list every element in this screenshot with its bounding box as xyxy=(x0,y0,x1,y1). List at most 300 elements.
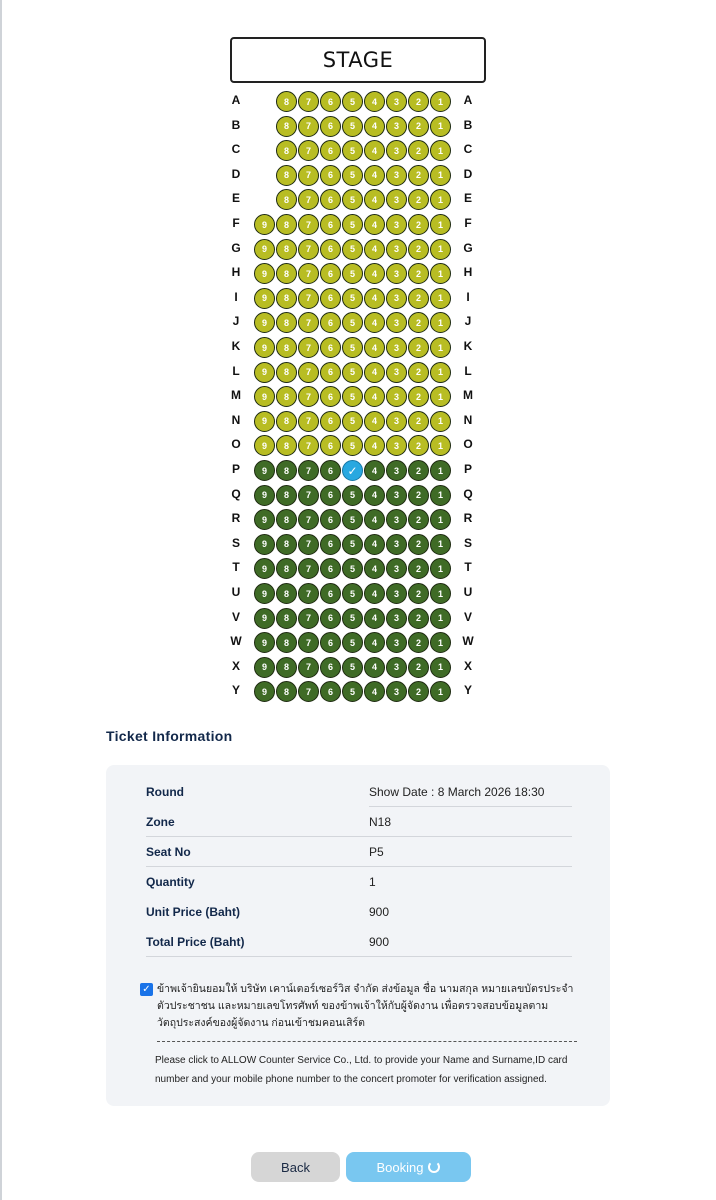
seat[interactable]: 9 xyxy=(254,534,275,555)
row-label-left: S xyxy=(231,535,240,550)
seat[interactable]: 4 xyxy=(364,485,385,506)
row-label-right: N xyxy=(463,412,473,427)
seat[interactable]: 8 xyxy=(276,460,297,481)
seat[interactable]: 8 xyxy=(276,411,297,432)
seat[interactable]: 5 xyxy=(342,312,363,333)
row-label-left: X xyxy=(231,658,240,673)
seat[interactable]: 3 xyxy=(386,189,407,210)
seat[interactable]: 8 xyxy=(276,263,297,284)
seat[interactable]: 2 xyxy=(408,239,429,260)
row-label-right: S xyxy=(463,535,472,550)
seat[interactable]: 5 xyxy=(342,558,363,579)
seat[interactable]: 7 xyxy=(298,337,319,358)
row-label-right: F xyxy=(464,216,472,230)
seat[interactable]: 6 xyxy=(320,681,341,702)
seat[interactable]: 1 xyxy=(430,362,451,383)
row-label-left: C xyxy=(231,142,241,157)
seat[interactable]: 3 xyxy=(386,509,407,530)
seat[interactable]: 2 xyxy=(408,509,429,530)
seat[interactable]: 5 xyxy=(342,140,363,161)
seat[interactable]: 9 xyxy=(254,312,275,333)
seat[interactable]: 4 xyxy=(364,91,385,112)
seat[interactable]: 7 xyxy=(298,116,319,137)
seat[interactable]: 9 xyxy=(254,608,275,629)
seat[interactable]: 8 xyxy=(276,534,297,555)
back-button-label: Back xyxy=(281,1159,310,1175)
seat[interactable]: 3 xyxy=(386,386,407,407)
seat[interactable]: 6 xyxy=(320,116,341,137)
seat[interactable]: 1 xyxy=(430,657,451,678)
seat[interactable]: 5 xyxy=(342,435,363,456)
row-label-right: A xyxy=(463,93,473,107)
row-label-left: T xyxy=(232,560,240,575)
seat[interactable]: 6 xyxy=(320,214,341,235)
seat[interactable]: 4 xyxy=(364,239,385,260)
seat[interactable]: 4 xyxy=(364,632,385,653)
row-label-right: W xyxy=(462,634,474,649)
row-label-right: P xyxy=(463,462,472,476)
seat[interactable]: 2 xyxy=(408,558,429,579)
seat[interactable]: 7 xyxy=(298,460,319,481)
seat[interactable]: 9 xyxy=(254,214,275,235)
row-label-left: M xyxy=(231,388,241,403)
seat[interactable]: 4 xyxy=(364,140,385,161)
seat[interactable]: 7 xyxy=(298,140,319,161)
unit-price-value: 900 xyxy=(369,905,390,919)
seat[interactable]: 3 xyxy=(386,485,407,506)
consent-divider xyxy=(157,1041,577,1042)
seat[interactable]: 2 xyxy=(408,214,429,235)
seat[interactable]: 6 xyxy=(320,189,341,210)
seat[interactable]: 6 xyxy=(320,558,341,579)
seat[interactable]: 4 xyxy=(364,608,385,629)
seat[interactable]: 4 xyxy=(364,435,385,456)
seat[interactable]: 3 xyxy=(386,337,407,358)
seat-row-d xyxy=(0,164,716,186)
seat[interactable]: 3 xyxy=(386,681,407,702)
seat[interactable]: 2 xyxy=(408,189,429,210)
seat[interactable]: 5 xyxy=(342,583,363,604)
seat[interactable]: 7 xyxy=(298,214,319,235)
seat[interactable]: 6 xyxy=(320,632,341,653)
seat[interactable]: 9 xyxy=(254,681,275,702)
seat[interactable]: 1 xyxy=(430,534,451,555)
seat-row-e xyxy=(0,188,716,210)
row-label-right: Q xyxy=(463,486,473,501)
seat-row-p xyxy=(0,459,716,481)
row-label-right: J xyxy=(464,314,472,329)
row-label-right: H xyxy=(463,265,473,280)
seat[interactable]: 7 xyxy=(298,386,319,407)
seat[interactable]: 8 xyxy=(276,386,297,407)
back-button[interactable] xyxy=(251,1152,340,1182)
seat[interactable]: 5 xyxy=(342,411,363,432)
seat[interactable]: 5 xyxy=(342,534,363,555)
seat[interactable]: 1 xyxy=(430,288,451,309)
seat[interactable]: 6 xyxy=(320,657,341,678)
ti-row-round xyxy=(146,777,572,807)
row-label-left: D xyxy=(231,166,241,181)
ticket-information-title: Ticket Information xyxy=(106,728,233,744)
seat[interactable]: 8 xyxy=(276,485,297,506)
seat[interactable]: 9 xyxy=(254,583,275,604)
seat[interactable]: 4 xyxy=(364,534,385,555)
seat[interactable]: 1 xyxy=(430,263,451,284)
seat[interactable]: 6 xyxy=(320,165,341,186)
seat-row-w xyxy=(0,631,716,653)
row-label-left: G xyxy=(231,240,241,255)
seat-no-value: P5 xyxy=(369,845,384,859)
seat[interactable]: 4 xyxy=(364,214,385,235)
seat[interactable]: 4 xyxy=(364,460,385,481)
seat[interactable]: 9 xyxy=(254,657,275,678)
ti-row-seat xyxy=(146,837,572,867)
seat[interactable]: 7 xyxy=(298,91,319,112)
seat[interactable]: 7 xyxy=(298,657,319,678)
seat[interactable]: 2 xyxy=(408,337,429,358)
seat[interactable]: 7 xyxy=(298,165,319,186)
seat[interactable]: 2 xyxy=(408,312,429,333)
seat[interactable]: 9 xyxy=(254,435,275,456)
row-label-left: V xyxy=(231,609,240,624)
row-label-right: G xyxy=(463,240,473,255)
seat[interactable]: 4 xyxy=(364,165,385,186)
seat-row-a xyxy=(0,90,716,112)
seat-row-f xyxy=(0,213,716,235)
seat[interactable]: 8 xyxy=(276,435,297,456)
seat[interactable]: 5 xyxy=(342,189,363,210)
seat-selected[interactable]: ✓ xyxy=(342,460,363,481)
seat[interactable]: 7 xyxy=(298,288,319,309)
seat[interactable]: 1 xyxy=(430,386,451,407)
seat[interactable]: 2 xyxy=(408,657,429,678)
seat[interactable]: 9 xyxy=(254,288,275,309)
seat[interactable]: 6 xyxy=(320,534,341,555)
seat[interactable]: 5 xyxy=(342,288,363,309)
seat[interactable]: 4 xyxy=(364,386,385,407)
seat[interactable]: 3 xyxy=(386,263,407,284)
seat[interactable]: 4 xyxy=(364,116,385,137)
seat[interactable]: 7 xyxy=(298,534,319,555)
seat[interactable]: 8 xyxy=(276,91,297,112)
seat[interactable]: 4 xyxy=(364,558,385,579)
seat[interactable]: 3 xyxy=(386,558,407,579)
seat[interactable]: 2 xyxy=(408,681,429,702)
seat[interactable]: 1 xyxy=(430,337,451,358)
seat-row-h xyxy=(0,262,716,284)
seat[interactable]: 7 xyxy=(298,362,319,383)
seat[interactable]: 5 xyxy=(342,116,363,137)
seat[interactable]: 6 xyxy=(320,263,341,284)
seat[interactable]: 2 xyxy=(408,91,429,112)
seat[interactable]: 1 xyxy=(430,140,451,161)
seat-row-y xyxy=(0,680,716,702)
consent-thai-text: ข้าพเจ้ายินยอมให้ บริษัท เคาน์เตอร์เซอร์วิส จำกัด ส่งข้อมูล ชื่อ นามสกุล หมายเลขบัตรประจำตัวประชาชน และหมายเลขโทรศัพท์ ของข้าพเจ้าให้กับผู้จัดงาน เพื่อตรวจสอบข้อมูลตามวัตถุประสงค์ของผู้จัดงาน ก่อนเข้าชมคอนเสิร์ต xyxy=(157,983,574,1029)
seat[interactable]: 8 xyxy=(276,165,297,186)
seat[interactable]: 8 xyxy=(276,608,297,629)
seat[interactable]: 1 xyxy=(430,165,451,186)
seat[interactable]: 9 xyxy=(254,558,275,579)
ti-row-total-price xyxy=(146,927,572,957)
seat[interactable]: 1 xyxy=(430,583,451,604)
seat[interactable]: 1 xyxy=(430,189,451,210)
seat[interactable]: 9 xyxy=(254,239,275,260)
seat[interactable]: 8 xyxy=(276,140,297,161)
seat-row-q xyxy=(0,484,716,506)
seat[interactable]: 9 xyxy=(254,386,275,407)
seat[interactable]: 3 xyxy=(386,583,407,604)
seat[interactable]: 2 xyxy=(408,116,429,137)
seat[interactable]: 1 xyxy=(430,435,451,456)
seat[interactable]: 5 xyxy=(342,632,363,653)
row-label-right: O xyxy=(463,437,473,452)
seat[interactable]: 6 xyxy=(320,485,341,506)
seat[interactable]: 5 xyxy=(342,239,363,260)
seat[interactable]: 6 xyxy=(320,288,341,309)
seat[interactable]: 5 xyxy=(342,214,363,235)
seat[interactable]: 1 xyxy=(430,681,451,702)
seat[interactable]: 2 xyxy=(408,362,429,383)
seat[interactable]: 6 xyxy=(320,411,341,432)
seat[interactable]: 5 xyxy=(342,337,363,358)
row-label-right: T xyxy=(464,560,472,575)
seat[interactable]: 3 xyxy=(386,312,407,333)
seat[interactable]: 6 xyxy=(320,312,341,333)
seat[interactable]: 4 xyxy=(364,657,385,678)
seat[interactable]: 1 xyxy=(430,460,451,481)
seat[interactable]: 7 xyxy=(298,583,319,604)
seat[interactable]: 7 xyxy=(298,558,319,579)
seat[interactable]: 1 xyxy=(430,214,451,235)
seat[interactable]: 6 xyxy=(320,435,341,456)
seat[interactable]: 2 xyxy=(408,140,429,161)
seat[interactable]: 6 xyxy=(320,140,341,161)
seat[interactable]: 9 xyxy=(254,337,275,358)
row-label-left: Q xyxy=(231,486,241,501)
seat[interactable]: 8 xyxy=(276,657,297,678)
stage-label: STAGE xyxy=(230,37,486,83)
seat[interactable]: 3 xyxy=(386,460,407,481)
row-label-left: L xyxy=(232,363,240,378)
seat[interactable]: 8 xyxy=(276,558,297,579)
seat-row-r xyxy=(0,508,716,530)
seat[interactable]: 2 xyxy=(408,583,429,604)
seat[interactable]: 1 xyxy=(430,91,451,112)
seat[interactable]: 7 xyxy=(298,263,319,284)
row-label-left: O xyxy=(231,437,241,452)
seat[interactable]: 2 xyxy=(408,386,429,407)
seat[interactable]: 5 xyxy=(342,386,363,407)
seat[interactable]: 6 xyxy=(320,509,341,530)
seat[interactable]: 2 xyxy=(408,288,429,309)
seat[interactable]: 8 xyxy=(276,239,297,260)
seat[interactable]: 3 xyxy=(386,435,407,456)
seat[interactable]: 6 xyxy=(320,386,341,407)
round-label: Round xyxy=(146,785,184,799)
seat[interactable]: 1 xyxy=(430,116,451,137)
seat[interactable]: 3 xyxy=(386,608,407,629)
seat[interactable]: 2 xyxy=(408,435,429,456)
seat[interactable]: 1 xyxy=(430,485,451,506)
seat[interactable]: 7 xyxy=(298,189,319,210)
seat-no-label: Seat No xyxy=(146,845,191,859)
seat[interactable]: 3 xyxy=(386,632,407,653)
seat[interactable]: 5 xyxy=(342,681,363,702)
row-label-right: D xyxy=(463,166,473,181)
seat[interactable]: 1 xyxy=(430,608,451,629)
seat[interactable]: 3 xyxy=(386,165,407,186)
seat[interactable]: 5 xyxy=(342,509,363,530)
total-price-value: 900 xyxy=(369,935,390,949)
row-label-left: F xyxy=(232,216,240,230)
seat[interactable]: 4 xyxy=(364,312,385,333)
seat[interactable]: 8 xyxy=(276,681,297,702)
zone-value: N18 xyxy=(369,815,392,829)
seat-row-u xyxy=(0,582,716,604)
seat[interactable]: 9 xyxy=(254,411,275,432)
seat[interactable]: 7 xyxy=(298,632,319,653)
row-label-left: B xyxy=(231,117,241,132)
seat-row-n xyxy=(0,410,716,432)
seat[interactable]: 1 xyxy=(430,312,451,333)
seat[interactable]: 8 xyxy=(276,583,297,604)
seat-row-x xyxy=(0,656,716,678)
seat[interactable]: 3 xyxy=(386,534,407,555)
seat[interactable]: 3 xyxy=(386,411,407,432)
seat-row-g xyxy=(0,238,716,260)
seat[interactable]: 8 xyxy=(276,312,297,333)
row-label-right: L xyxy=(464,363,472,378)
seat[interactable]: 5 xyxy=(342,657,363,678)
consent-english-text: Please click to ALLOW Counter Service Co., Ltd. to provide your Name and Surname,ID card number and your mobile phone number to the concert promoter for verification assigned. xyxy=(155,1055,568,1085)
seat[interactable]: 8 xyxy=(276,116,297,137)
seat[interactable]: 3 xyxy=(386,214,407,235)
seat[interactable]: 1 xyxy=(430,558,451,579)
row-label-left: I xyxy=(234,289,238,304)
seat[interactable]: 1 xyxy=(430,632,451,653)
seat[interactable]: 6 xyxy=(320,583,341,604)
seat[interactable]: 2 xyxy=(408,263,429,284)
seat[interactable]: 8 xyxy=(276,337,297,358)
seat[interactable]: 1 xyxy=(430,509,451,530)
seat[interactable]: 8 xyxy=(276,632,297,653)
seat[interactable]: 2 xyxy=(408,534,429,555)
seat[interactable]: 2 xyxy=(408,485,429,506)
seat[interactable]: 4 xyxy=(364,189,385,210)
seat[interactable]: 4 xyxy=(364,411,385,432)
seat-row-l xyxy=(0,361,716,383)
seat[interactable]: 7 xyxy=(298,435,319,456)
seat[interactable]: 5 xyxy=(342,485,363,506)
seat[interactable]: 9 xyxy=(254,509,275,530)
seat[interactable]: 7 xyxy=(298,608,319,629)
seat[interactable]: 9 xyxy=(254,362,275,383)
ticket-information-card xyxy=(106,765,610,1106)
seat[interactable]: 3 xyxy=(386,91,407,112)
check-icon: ✓ xyxy=(142,984,151,995)
seat[interactable]: 8 xyxy=(276,362,297,383)
seat[interactable]: 6 xyxy=(320,239,341,260)
seat[interactable]: 9 xyxy=(254,460,275,481)
consent-checkbox[interactable] xyxy=(140,983,153,996)
seat[interactable]: 9 xyxy=(254,485,275,506)
seat[interactable]: 6 xyxy=(320,337,341,358)
seat[interactable]: 7 xyxy=(298,239,319,260)
seat[interactable]: 7 xyxy=(298,411,319,432)
ticket-information-table xyxy=(146,777,572,957)
seat-row-s xyxy=(0,533,716,555)
seat[interactable]: 3 xyxy=(386,140,407,161)
seat[interactable]: 2 xyxy=(408,165,429,186)
row-label-right: X xyxy=(463,658,472,673)
row-label-left: H xyxy=(231,265,241,280)
row-label-right: E xyxy=(463,191,472,206)
seat[interactable]: 9 xyxy=(254,263,275,284)
seat[interactable]: 8 xyxy=(276,288,297,309)
seat[interactable]: 1 xyxy=(430,411,451,432)
row-label-left: E xyxy=(231,191,240,206)
seat[interactable]: 4 xyxy=(364,681,385,702)
seat-row-c xyxy=(0,139,716,161)
seat[interactable]: 4 xyxy=(364,337,385,358)
row-label-left: K xyxy=(231,339,241,353)
seat[interactable]: 2 xyxy=(408,608,429,629)
seat[interactable]: 5 xyxy=(342,91,363,112)
seat[interactable]: 5 xyxy=(342,362,363,383)
seat[interactable]: 7 xyxy=(298,312,319,333)
seat-row-o xyxy=(0,434,716,456)
seat[interactable]: 7 xyxy=(298,485,319,506)
seat[interactable]: 7 xyxy=(298,509,319,530)
seat[interactable]: 4 xyxy=(364,509,385,530)
seat[interactable]: 3 xyxy=(386,239,407,260)
row-divider xyxy=(146,956,572,957)
booking-button-label: Booking xyxy=(376,1159,424,1175)
seat-row-k xyxy=(0,336,716,358)
seat[interactable]: 7 xyxy=(298,681,319,702)
seat[interactable]: 6 xyxy=(320,608,341,629)
seat[interactable]: 2 xyxy=(408,460,429,481)
seat[interactable]: 8 xyxy=(276,214,297,235)
seat[interactable]: 8 xyxy=(276,509,297,530)
seat[interactable]: 4 xyxy=(364,583,385,604)
seat-row-t xyxy=(0,557,716,579)
unit-price-label: Unit Price (Baht) xyxy=(146,905,241,919)
seat[interactable]: 5 xyxy=(342,165,363,186)
seat[interactable]: 4 xyxy=(364,263,385,284)
seat[interactable]: 3 xyxy=(386,288,407,309)
seat[interactable]: 6 xyxy=(320,362,341,383)
seat[interactable]: 3 xyxy=(386,116,407,137)
seat[interactable]: 1 xyxy=(430,239,451,260)
seat[interactable]: 2 xyxy=(408,411,429,432)
seat[interactable]: 8 xyxy=(276,189,297,210)
seat[interactable]: 3 xyxy=(386,657,407,678)
seat[interactable]: 3 xyxy=(386,362,407,383)
seat[interactable]: 6 xyxy=(320,91,341,112)
seat[interactable]: 6 xyxy=(320,460,341,481)
seat[interactable]: 5 xyxy=(342,608,363,629)
seat[interactable]: 4 xyxy=(364,362,385,383)
seat[interactable]: 9 xyxy=(254,632,275,653)
seat-row-i xyxy=(0,287,716,309)
seat[interactable]: 5 xyxy=(342,263,363,284)
row-label-right: B xyxy=(463,117,473,132)
seat[interactable]: 4 xyxy=(364,288,385,309)
zone-label: Zone xyxy=(146,815,175,829)
seat[interactable]: 2 xyxy=(408,632,429,653)
booking-button[interactable] xyxy=(346,1152,471,1182)
